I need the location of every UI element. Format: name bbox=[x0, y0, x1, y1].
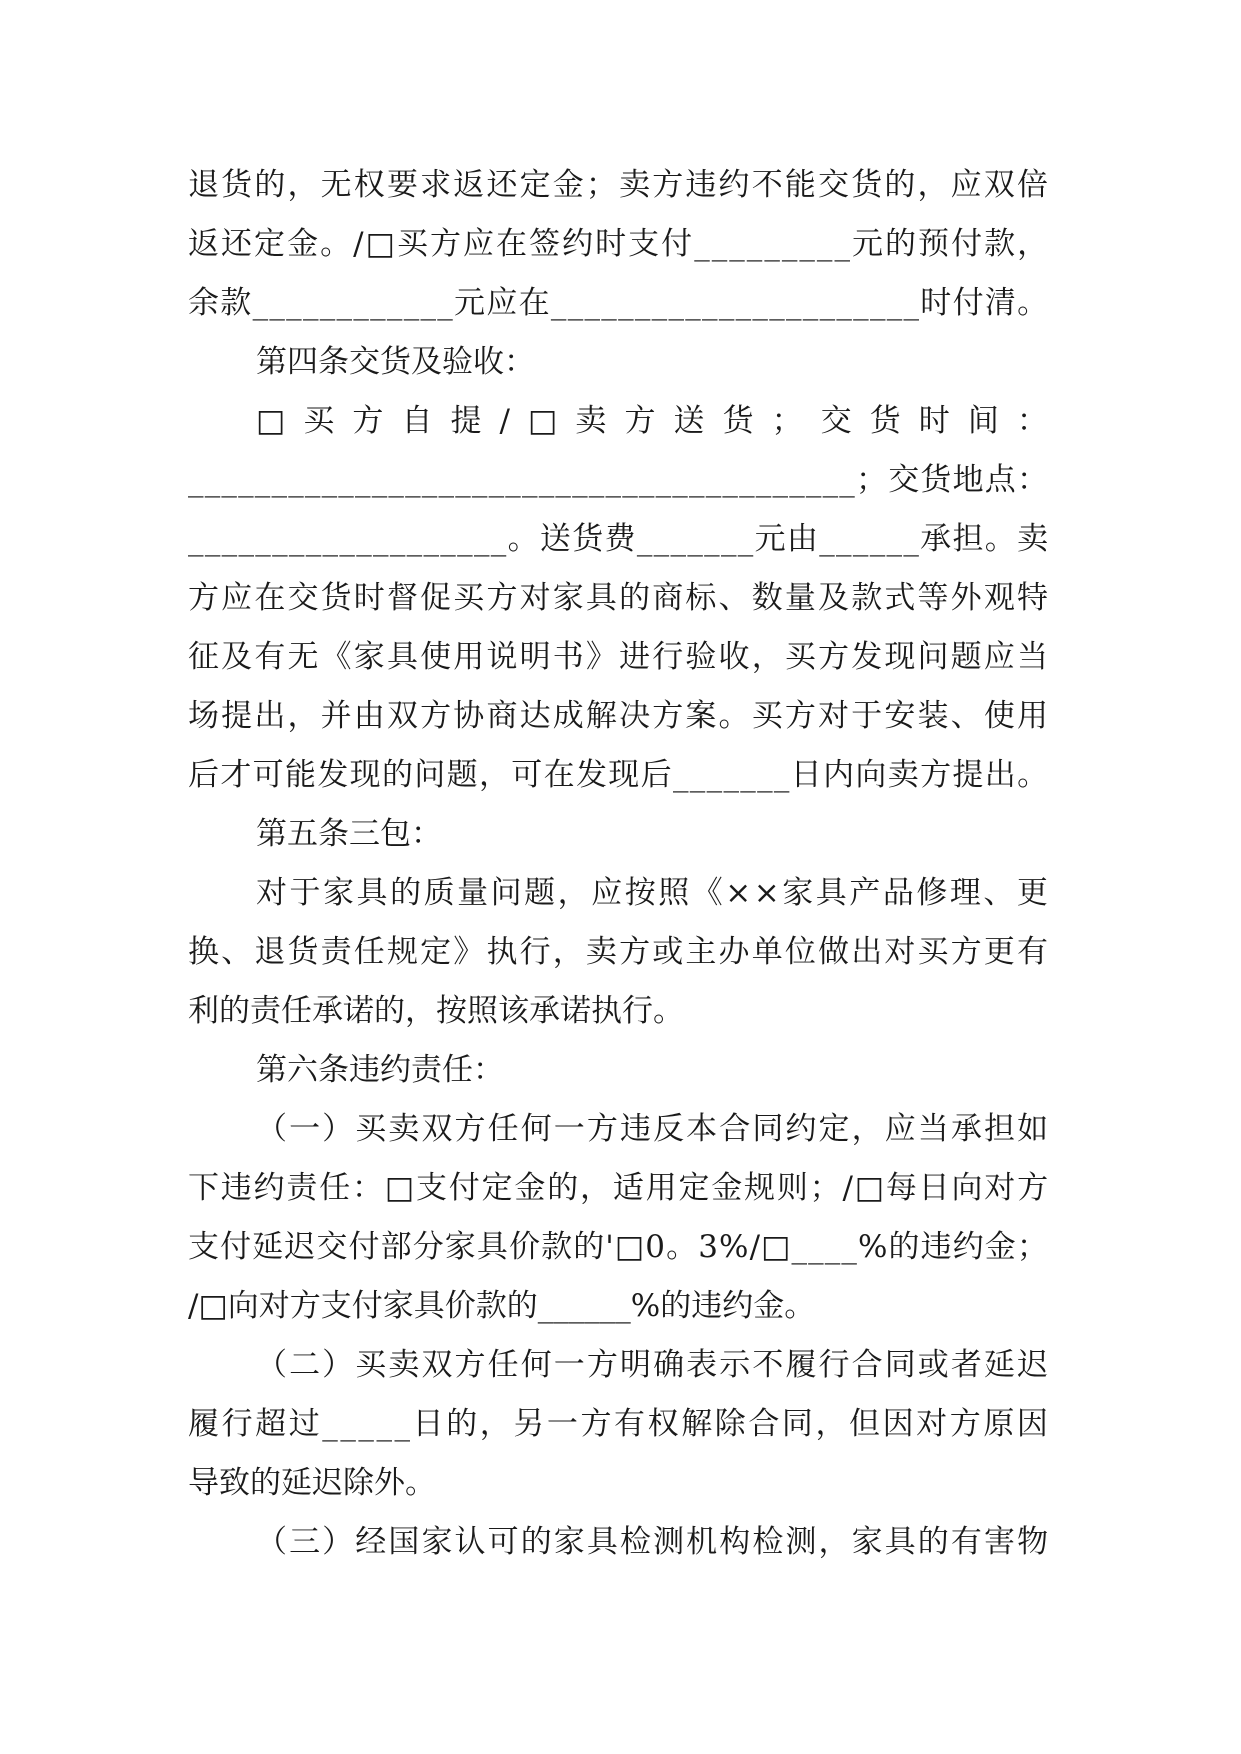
text-line-content: 下违约责任：□支付定金的，适用定金规则；/□每日向对方 bbox=[188, 1170, 1050, 1206]
text-line bbox=[188, 569, 1051, 628]
text-line bbox=[188, 451, 1048, 510]
text-line-content: 导致的延迟除外。 bbox=[188, 1465, 436, 1501]
text-line bbox=[188, 923, 1051, 982]
text-line bbox=[188, 1218, 1048, 1277]
text-line-content: 后才可能发现的问题，可在发现后_______日内向卖方提出。 bbox=[188, 757, 1050, 793]
text-line-content: 方应在交货时督促买方对家具的商标、数量及款式等外观特 bbox=[188, 580, 1051, 616]
text-line-content: （二）买卖双方任何一方明确表示不履行合同或者延迟 bbox=[256, 1347, 1051, 1383]
text-line bbox=[188, 156, 1051, 215]
text-line-content: 换、退货责任规定》执行，卖方或主办单位做出对买方更有 bbox=[188, 934, 1051, 970]
text-line bbox=[188, 864, 1051, 923]
text-line-content: 退货的，无权要求返还定金；卖方违约不能交货的，应双倍 bbox=[188, 167, 1051, 203]
text-line bbox=[188, 687, 1051, 746]
text-line bbox=[188, 1100, 1051, 1159]
text-line-content: 利的责任承诺的，按照该承诺执行。 bbox=[188, 993, 684, 1029]
text-line-content: （一）买卖双方任何一方违反本合同约定，应当承担如 bbox=[256, 1111, 1051, 1147]
text-line-content: □ 买 方 自 提 / □ 卖 方 送 货 ； 交 货 时 间 ： bbox=[256, 403, 1052, 439]
section-heading bbox=[188, 333, 1048, 392]
text-line bbox=[188, 1336, 1051, 1395]
text-line-content: 履行超过_____日的，另一方有权解除合同，但因对方原因 bbox=[188, 1406, 1051, 1442]
text-line bbox=[188, 215, 1051, 274]
text-line bbox=[188, 746, 1048, 805]
text-line bbox=[188, 510, 1048, 569]
text-line-content: ________________________________________；交货地点： bbox=[188, 462, 1050, 498]
section-heading bbox=[188, 805, 1048, 864]
text-line-content: 返还定金。/□买方应在签约时支付_________元的预付款， bbox=[188, 226, 1051, 262]
section-heading bbox=[188, 1041, 1048, 1100]
text-line-content: 第六条违约责任： bbox=[256, 1052, 504, 1088]
text-line-content: /□向对方支付家具价款的______%的违约金。 bbox=[188, 1288, 816, 1324]
text-line-content: 场提出，并由双方协商达成解决方案。买方对于安装、使用 bbox=[188, 698, 1051, 734]
text-line bbox=[188, 1159, 1048, 1218]
text-line bbox=[188, 1513, 1051, 1572]
text-line-content: ___________________。送货费_______元由______承担。卖 bbox=[188, 521, 1050, 557]
text-line-content: 支付延迟交付部分家具价款的'□0。3%/□____%的违约金； bbox=[188, 1229, 1050, 1265]
text-line-content: 第五条三包： bbox=[256, 816, 442, 852]
text-line-content: 第四条交货及验收： bbox=[256, 344, 535, 380]
text-line bbox=[188, 628, 1051, 687]
text-line bbox=[188, 274, 1048, 333]
text-line-content: 对于家具的质量问题，应按照《××家具产品修理、更 bbox=[256, 875, 1051, 911]
text-line-content: （三）经国家认可的家具检测机构检测，家具的有害物 bbox=[256, 1524, 1051, 1560]
text-line bbox=[188, 1395, 1051, 1454]
text-line bbox=[188, 1454, 1048, 1513]
contract-body bbox=[188, 156, 1052, 1572]
text-line bbox=[188, 982, 1048, 1041]
text-line bbox=[188, 1277, 1048, 1336]
text-line-content: 余款____________元应在______________________时付清。 bbox=[188, 285, 1050, 321]
text-line bbox=[188, 392, 1052, 451]
text-line-content: 征及有无《家具使用说明书》进行验收，买方发现问题应当 bbox=[188, 639, 1051, 675]
